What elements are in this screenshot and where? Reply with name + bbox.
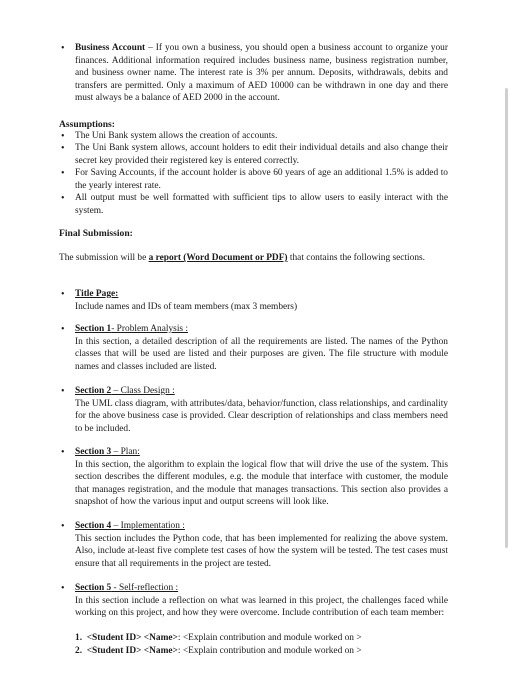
section-title-rest: – Implementation : bbox=[111, 521, 185, 531]
section-body: The UML class diagram, with attributes/data, behavior/function, class relationships, and cardinality for the above business case is provided. Clear description of relationships and class members need to be included. bbox=[75, 398, 448, 434]
intro-text: The submission will be bbox=[59, 253, 149, 263]
contribution-explain: : <Explain contribution and module worked on > bbox=[177, 633, 362, 643]
bullet: • bbox=[61, 131, 65, 142]
contribution-item bbox=[75, 645, 362, 658]
section-3 bbox=[75, 446, 448, 509]
assumption-item: For Saving Accounts, if the account holder is above 60 years of age an additional 1.5% is added to the yearly interest rate. bbox=[75, 168, 448, 191]
student-id-placeholder: <Student ID> bbox=[86, 633, 142, 643]
section-title: Section 2 bbox=[75, 386, 112, 396]
section-title-rest: – Plan: bbox=[111, 447, 140, 457]
final-submission-intro bbox=[59, 252, 448, 265]
section-title-rest: - Problem Analysis : bbox=[111, 324, 189, 334]
bullet: • bbox=[61, 289, 65, 300]
section-title-rest: - Self-reflection : bbox=[111, 583, 179, 593]
student-id-placeholder: <Student ID> bbox=[86, 646, 142, 656]
student-name-placeholder: <Name> bbox=[143, 633, 178, 643]
scrollbar[interactable] bbox=[505, 88, 508, 548]
report-format-text: a report (Word Document or PDF) bbox=[148, 253, 288, 263]
bullet: • bbox=[61, 324, 65, 335]
student-name-placeholder: <Name> bbox=[143, 646, 178, 656]
bullet: • bbox=[61, 447, 65, 458]
list-number: 2. bbox=[75, 646, 83, 656]
list-number: 1. bbox=[75, 633, 83, 643]
bullet: • bbox=[61, 168, 65, 179]
section-title: Section 3 bbox=[75, 447, 112, 457]
section-title: Title Page: bbox=[75, 289, 119, 299]
section-4 bbox=[75, 520, 448, 570]
contribution-item bbox=[75, 632, 362, 645]
assumption-item: All output must be well formatted with sufficient tips to allow users to easily interact with the system. bbox=[75, 193, 448, 216]
bullet: • bbox=[61, 386, 65, 397]
assumptions-heading: Assumptions: bbox=[59, 119, 115, 130]
assumption-item: The Uni Bank system allows the creation of accounts. bbox=[75, 131, 278, 141]
section-title: Section 1 bbox=[75, 324, 112, 334]
bullet: • bbox=[61, 43, 65, 54]
final-submission-heading: Final Submission: bbox=[59, 228, 133, 239]
intro-text: that contains the following sections. bbox=[287, 253, 426, 263]
section-5 bbox=[75, 582, 448, 620]
section-body: In this section, the algorithm to explain the logical flow that will drive the use of the system. This section describes the different modules, e.g. the module that interface with customer, the module that manages registration, and the module that manages transactions. This section also provides a snapshot of how the various input and output screens will look like. bbox=[75, 459, 448, 508]
business-account-text: – If you own a business, you should open a business account to organize your finances. Additional information required includes business name, business registration number, and business owner name. The interest rate is 3% per annum. Deposits, withdrawals, debits and transfers are permitted. Only a maximum of AED 10000 can be withdrawn in one day and there must always be a balance of AED 2000 in the account. bbox=[75, 43, 448, 104]
contribution-explain: : <Explain contribution and module worked on > bbox=[177, 646, 362, 656]
business-account-paragraph bbox=[75, 42, 448, 105]
section-body: This section includes the Python code, that has been implemented for realizing the above system. Also, include at-least five complete test cases of how the system will be tested. The test cases must ensure that all requirements in the project are tested. bbox=[75, 533, 448, 569]
section-2 bbox=[75, 385, 448, 435]
section-title-rest: – Class Design : bbox=[111, 386, 175, 396]
bullet: • bbox=[61, 521, 65, 532]
section-title: Section 5 bbox=[75, 583, 112, 593]
section-title: Section 4 bbox=[75, 521, 112, 531]
section-body: Include names and IDs of team members (max 3 members) bbox=[75, 301, 298, 312]
assumption-item: The Uni Bank system allows, account holders to edit their individual details and also change their secret key provided their registered key is entered correctly. bbox=[75, 143, 448, 166]
bullet: • bbox=[61, 193, 65, 204]
section-title-page bbox=[75, 288, 448, 313]
bullet: • bbox=[61, 583, 65, 594]
section-body: In this section, a detailed description of all the requirements are listed. The names of the Python classes that will be used are listed and their purposes are given. The file structure with module names and classes included are listed. bbox=[75, 336, 448, 372]
business-account-title: Business Account bbox=[75, 43, 146, 53]
section-body: In this section include a reflection on what was learned in this project, the challenges faced while working on this project, and how they were overcome. Include contribution of each team member: bbox=[75, 595, 448, 619]
section-1 bbox=[75, 323, 448, 373]
bullet: • bbox=[61, 143, 65, 154]
